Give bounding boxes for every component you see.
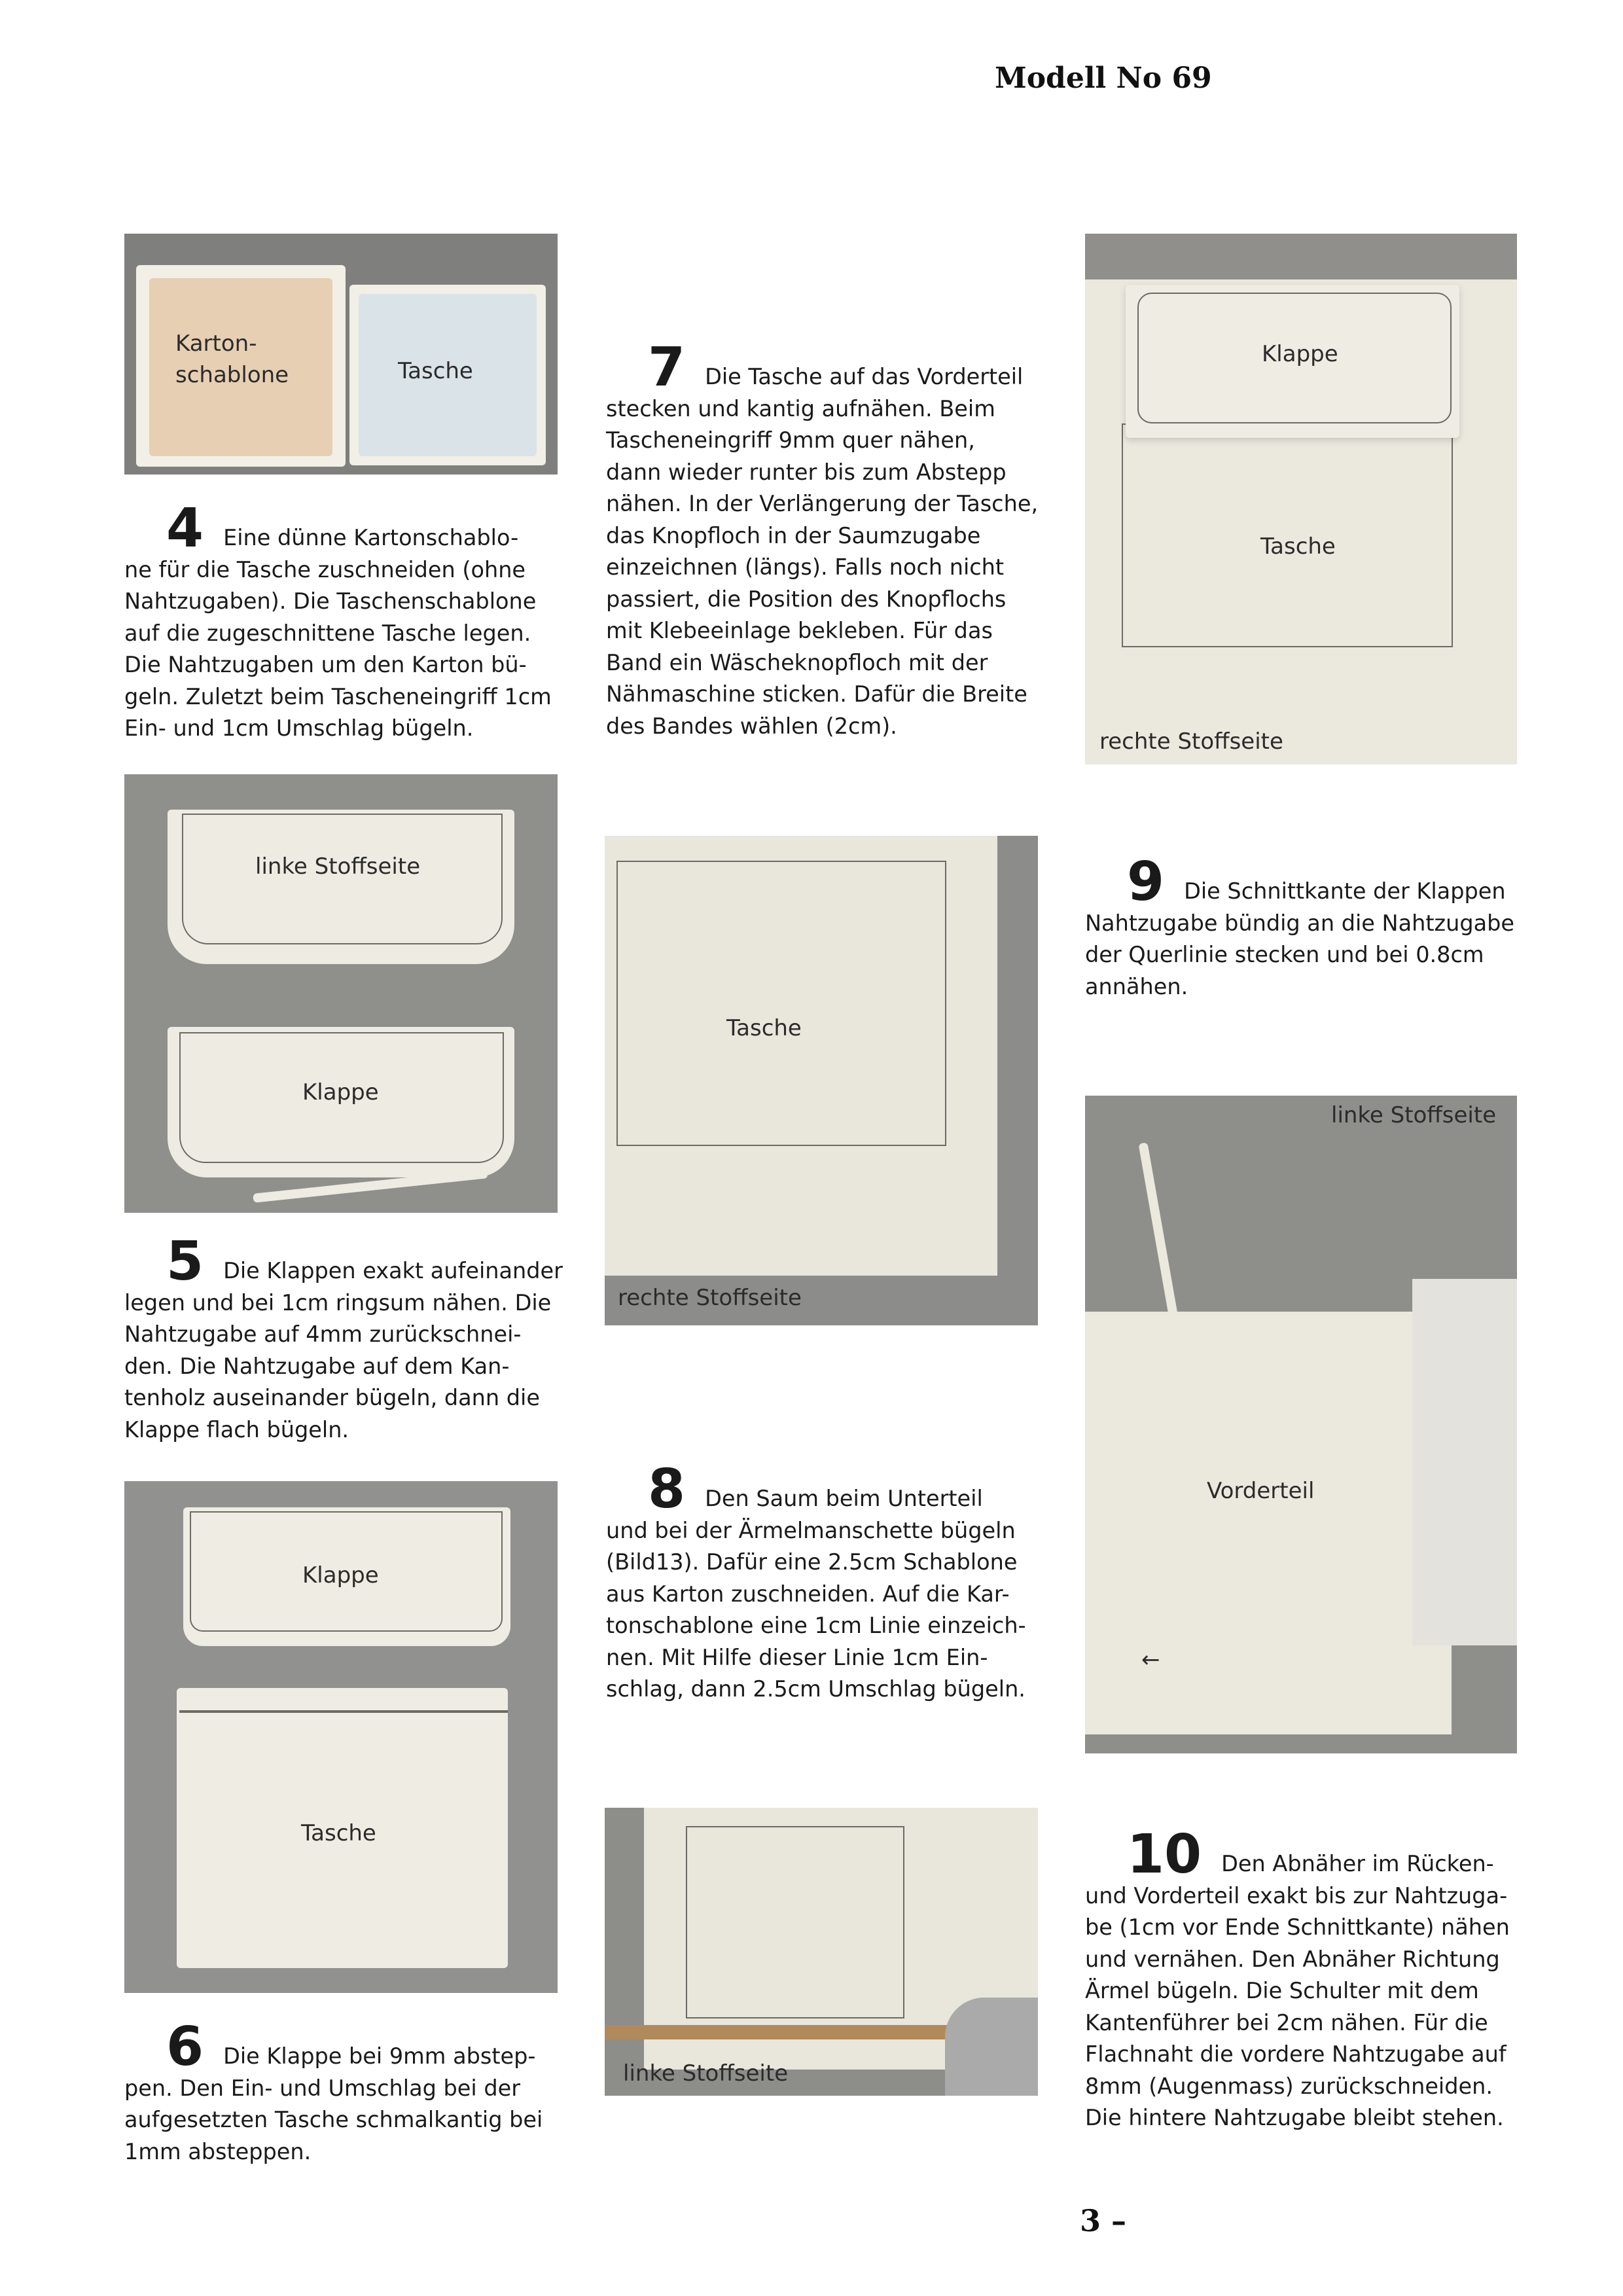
step-10-text: Den Abnäher im Rücken- und Vorderteil exakt bis zur Nahtzuga- be (1cm vor Ende Schnittkante) nähen und vernähen. Den Abnäher Richtung Ärmel bügeln. Die Schulter mit dem Kantenführer bei 2cm nähen. Für die Flachnaht die vordere Nahtzugabe auf 8mm (Augenmass) zurückschneiden. Die hintere Nahtzugabe bleibt stehen.	[1085, 1851, 1510, 2130]
front-piece	[1085, 1312, 1452, 1734]
arrow-marker: ←	[1141, 1647, 1160, 1673]
label-vorderteil: Vorderteil	[1207, 1478, 1315, 1504]
pocket-outline	[686, 1826, 904, 2018]
label-kartonschablone: Karton- schablone	[175, 331, 289, 388]
page-title: Modell No 69	[995, 62, 1212, 95]
label-linke-stoffseite: linke Stoffseite	[255, 853, 421, 880]
photo-pocket-ironed	[605, 1808, 1038, 2096]
page-number: 3 –	[1080, 2203, 1127, 2238]
step-5-number: 5	[166, 1230, 204, 1293]
label-linke-stoffseite: linke Stoffseite	[623, 2060, 789, 2087]
step-4-number: 4	[166, 497, 204, 560]
step-8-number: 8	[648, 1458, 686, 1520]
step-10	[1085, 1823, 1530, 2134]
step-7	[606, 336, 1058, 742]
photo-flap-pocket-stitched	[124, 1481, 558, 1993]
sleeve-piece	[1412, 1279, 1517, 1645]
step-4	[124, 497, 569, 745]
label-rechte-stoffseite: rechte Stoffseite	[1099, 728, 1283, 755]
step-6	[124, 2016, 569, 2168]
label-tasche: Tasche	[726, 1015, 802, 1041]
step-9	[1085, 851, 1530, 1003]
step-5-text: Die Klappen exakt aufeinander legen und bei 1cm ringsum nähen. Die Nahtzugabe auf 4mm zurückschnei- den. Die Nahtzugabe auf dem Kan- tenholz auseinander bügeln, dann die Klappe flach bügeln.	[124, 1258, 563, 1443]
label-klappe: Klappe	[302, 1562, 379, 1588]
step-9-text: Die Schnittkante der Klappen Nahtzugabe bündig an die Nahtzugabe der Querlinie stecken und bei 0.8cm annähen.	[1085, 878, 1514, 999]
label-rechte-stoffseite: rechte Stoffseite	[618, 1285, 802, 1311]
label-linke-stoffseite: linke Stoffseite	[1331, 1102, 1497, 1128]
photo-flap-and-pocket	[1085, 234, 1517, 764]
photo-front-piece	[1085, 1096, 1517, 1753]
step-7-text: Die Tasche auf das Vorderteil stecken und kantig aufnähen. Beim Tascheneingriff 9mm quer nähen, dann wieder runter bis zum Abstepp nähen. In der Verlängerung der Tasche, das Knopfloch in der Saumzugabe einzeichnen (längs). Falls noch nicht passiert, die Position des Knopflochs mit Klebeeinlage bekleben. Für das Band ein Wäscheknopfloch mit der Nähmaschine sticken. Dafür die Breite des Bandes wählen (2cm).	[606, 364, 1039, 739]
step-5	[124, 1230, 569, 1446]
photo-cardboard-template	[124, 234, 558, 475]
label-klappe: Klappe	[1262, 341, 1338, 367]
iron	[945, 1998, 1038, 2096]
label-klappe: Klappe	[302, 1079, 379, 1105]
photo-pocket-sewn	[605, 836, 1038, 1325]
step-6-text: Die Klappe bei 9mm abstep- pen. Den Ein- und Umschlag bei der aufgesetzten Tasche schmalkantig bei 1mm absteppen.	[124, 2043, 543, 2164]
label-tasche: Tasche	[398, 358, 473, 384]
step-7-number: 7	[648, 336, 686, 399]
photo-flaps	[124, 774, 558, 1213]
pocket-stitch	[616, 861, 946, 1146]
step-9-number: 9	[1127, 851, 1165, 913]
label-tasche: Tasche	[301, 1820, 376, 1846]
step-8-text: Den Saum beim Unterteil und bei der Ärmelmanschette bügeln (Bild13). Dafür eine 2.5cm Schablone aus Karton zuschneiden. Auf die Kar- tonschablone eine 1cm Linie einzeich- nen. Mit Hilfe dieser Linie 1cm Ein- schlag, dann 2.5cm Umschlag bügeln.	[606, 1486, 1026, 1702]
label-tasche: Tasche	[1260, 533, 1336, 560]
step-8	[606, 1458, 1058, 1706]
step-4-text: Eine dünne Kartonschablo- ne für die Tasche zuschneiden (ohne Nahtzugaben). Die Taschenschablone auf die zugeschnittene Tasche legen. Die Nahtzugaben um den Karton bü- geln. Zuletzt beim Tascheneingriff 1cm Ein- und 1cm Umschlag bügeln.	[124, 525, 552, 741]
pocket-hem-stitch	[179, 1710, 508, 1713]
step-6-number: 6	[166, 2016, 204, 2078]
step-10-number: 10	[1127, 1823, 1202, 1886]
